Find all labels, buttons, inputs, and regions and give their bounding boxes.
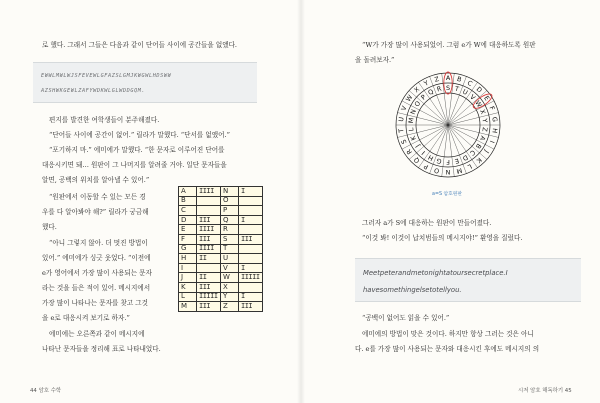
letter-cell: A — [179, 187, 197, 197]
wheel-inner-letter: V — [468, 92, 477, 102]
letter-cell: I — [179, 263, 197, 273]
wheel-outer-letter: R — [404, 147, 414, 156]
table-row — [179, 254, 263, 264]
text-line: “원판에서 이동할 수 있는 모든 경 — [49, 193, 146, 201]
table-row — [179, 244, 263, 254]
tally-cell: I — [239, 215, 263, 225]
wheel-outer-letter: Z — [433, 74, 440, 84]
wheel-inner-letter: Q — [426, 87, 435, 97]
text-line: “단어들 사이에 공간이 없어.” 릴라가 말했다. “단서를 없앴어.” — [49, 131, 230, 139]
wheel-outer-letter: U — [397, 116, 406, 123]
table-row — [179, 225, 263, 235]
text-line: 알면, 공백의 위치를 알아낼 수 있어.” — [42, 176, 150, 184]
text-line: 다. e를 가장 많이 사용되는 문자와 대응시킨 후에도 메시지의 의 — [355, 345, 540, 353]
wheel-outer-letter: M — [455, 166, 463, 176]
letter-cell: O — [221, 196, 239, 206]
text-line: 그러자 a가 S에 대응하는 원판이 만들어졌다. — [362, 219, 492, 227]
left-page-footer: 44 암호 수학 — [30, 388, 62, 394]
table-row — [179, 215, 263, 225]
cipher-line: AZSHWKGEWLZAFYWDKWLGLWDDGQM. — [41, 88, 146, 94]
letter-cell: X — [221, 282, 239, 292]
text-line: 했다. — [42, 223, 57, 231]
text-line: e가 영어에서 가장 많이 사용되는 문자 — [42, 269, 152, 277]
text-line: 대응시키면 돼… 원판이 그 나머지를 알려줄 거야. 일단 문자들을 — [42, 161, 227, 169]
tally-cell: IIII — [197, 244, 221, 254]
wheel-outer-letter: K — [474, 155, 484, 165]
tally-cell — [239, 225, 263, 235]
frequency-table — [178, 186, 263, 312]
text-line: 을 돌려보자.” — [355, 56, 395, 64]
tally-cell: IIIII — [197, 292, 221, 302]
wheel-outer-letter: H — [490, 127, 499, 134]
wheel-outer-letter: A — [445, 74, 451, 82]
tally-cell — [239, 196, 263, 206]
wheel-outer-letter: J — [482, 148, 491, 155]
letter-cell: Z — [221, 302, 239, 312]
wheel-outer-letter: P — [422, 162, 430, 172]
wheel-inner-letter: N — [408, 108, 418, 116]
letter-cell: Y — [221, 292, 239, 302]
wheel-inner-letter: W — [473, 99, 484, 109]
wheel-inner-letter: M — [406, 117, 416, 124]
wheel-inner-letter: H — [426, 153, 435, 163]
letter-cell: L — [179, 292, 197, 302]
tally-cell: III — [197, 215, 221, 225]
wheel-inner-letter: I — [420, 149, 427, 157]
wheel-outer-letter: Y — [422, 78, 430, 88]
text-line: “W가 가장 많이 사용되었어. 그럼 e가 W에 대응하도록 원판 — [362, 41, 536, 49]
wheel-inner-letter: E — [453, 156, 460, 166]
wheel-outer-letter: L — [466, 162, 474, 171]
text-line: “아니 그렇지 않아. 더 멋진 방법이 — [49, 239, 148, 247]
letter-cell: B — [179, 196, 197, 206]
table-row — [179, 196, 263, 206]
letter-cell: N — [221, 187, 239, 197]
tally-cell: I — [239, 292, 263, 302]
table-row — [179, 292, 263, 302]
text-line: “이것 봐! 이것이 납치범들의 메시지야!” 환영을 질렀다. — [362, 234, 523, 242]
wheel-inner-letter: C — [468, 148, 477, 158]
wheel-inner-letter: X — [478, 108, 488, 116]
message-line: havesomethingelsetotellyou. — [363, 286, 462, 294]
letter-cell: T — [221, 244, 239, 254]
tally-cell — [197, 196, 221, 206]
wheel-inner-letter: Y — [480, 118, 489, 123]
tally-cell: III — [197, 234, 221, 244]
tally-cell: IIII — [197, 187, 221, 197]
letter-cell: C — [179, 206, 197, 216]
tally-cell: III — [197, 302, 221, 312]
text-line: “포기하지 마.” 에미에가 말했다. “한 문자로 이루어진 단어를 — [49, 146, 225, 154]
tally-cell: II — [197, 273, 221, 283]
wheel-outer-letter: C — [466, 78, 474, 88]
wheel-inner-letter: D — [461, 153, 470, 163]
cipher-line: EWWLMWLWJSFEVEWLGFAZSLGMJKWGWLHDSWW — [41, 73, 172, 79]
text-line: 로 했다. 그래서 그들은 다음과 같이 단어들 사이에 공간들을 없앴다. — [42, 41, 238, 49]
wheel-inner-letter: B — [473, 141, 483, 151]
wheel-inner-letter: J — [413, 142, 422, 150]
letter-cell: U — [221, 254, 239, 264]
frequency-table-grid — [178, 186, 263, 312]
wheel-outer-letter: O — [433, 166, 441, 176]
wheel-outer-letter: S — [399, 138, 409, 145]
tally-cell: III — [239, 234, 263, 244]
wheel-outer-letter: X — [412, 85, 422, 95]
tally-cell — [197, 263, 221, 273]
text-line: 에미에의 방법이 맞은 것이다. 하지만 항상 그러는 것은 아니 — [362, 330, 534, 338]
text-line: 있어.” 에미에가 싱긋 웃었다. “이전에 — [42, 254, 151, 262]
letter-cell: Q — [221, 215, 239, 225]
letter-cell: G — [179, 244, 197, 254]
letter-cell: E — [179, 225, 197, 235]
wheel-inner-letter: G — [435, 156, 443, 166]
tally-cell: I — [239, 263, 263, 273]
tally-cell — [239, 254, 263, 264]
message-note — [355, 258, 581, 302]
wheel-inner-letter: O — [412, 99, 423, 109]
wheel-outer-letter: F — [487, 105, 497, 112]
wheel-outer-letter: E — [482, 94, 492, 103]
wheel-inner-letter: A — [478, 134, 488, 142]
tally-cell: II — [197, 254, 221, 264]
tally-cell: I — [239, 187, 263, 197]
table-row — [179, 206, 263, 216]
text-line: 편지를 발견한 여학생들이 분주해졌다. — [49, 116, 160, 124]
cipher-note — [33, 62, 257, 103]
wheel-outer-letter: G — [490, 116, 499, 123]
text-line: 을 e로 대응시켜 보기로 하자.” — [42, 314, 130, 322]
table-row — [179, 273, 263, 283]
wheel-inner-letter: T — [454, 84, 460, 94]
tally-cell: IIII — [197, 225, 221, 235]
wheel-outer-letter: V — [399, 104, 409, 112]
right-page — [300, 0, 600, 403]
text-line: 라는 것을 들은 적이 있어. 메시지에서 — [42, 284, 151, 292]
wheel-outer-letter: T — [397, 128, 406, 134]
cipher-wheel — [394, 71, 502, 179]
letter-cell: K — [179, 282, 197, 292]
table-row — [179, 187, 263, 197]
wheel-inner-letter: K — [408, 134, 418, 142]
letter-cell: D — [179, 215, 197, 225]
text-line: 우를 다 알아봐야 해?” 릴라가 궁금해 — [42, 208, 149, 216]
wheel-outer-letter: N — [445, 168, 451, 176]
tally-cell: III — [197, 282, 221, 292]
wheel-caption: a=S 암호원판 — [432, 192, 463, 197]
table-row — [179, 282, 263, 292]
wheel-inner-letter: L — [407, 127, 416, 132]
wheel-outer-letter: Q — [412, 155, 422, 165]
right-page-footer: 시저 암호 해독하기 45 — [518, 388, 572, 394]
tally-cell: IIIII — [239, 273, 263, 283]
letter-cell: H — [179, 254, 197, 264]
table-row — [179, 302, 263, 312]
tally-cell — [239, 206, 263, 216]
tally-cell: III — [239, 302, 263, 312]
wheel-outer-letter: I — [487, 139, 497, 144]
letter-cell: P — [221, 206, 239, 216]
wheel-inner-letter: U — [461, 87, 470, 97]
wheel-inner-letter: F — [446, 158, 450, 166]
text-line: “공백이 없어도 읽을 수 있어.” — [362, 314, 450, 322]
letter-cell: R — [221, 225, 239, 235]
text-line: 가장 많이 나타나는 문자를 찾고 그것 — [42, 299, 149, 307]
wheel-outer-letter: W — [404, 93, 415, 104]
tally-cell — [239, 244, 263, 254]
letter-cell: F — [179, 234, 197, 244]
wheel-inner-letter: Z — [480, 126, 489, 133]
table-row — [179, 234, 263, 244]
table-row — [179, 263, 263, 273]
wheel-inner-letter: S — [445, 84, 451, 92]
tally-cell — [239, 282, 263, 292]
wheel-outer-letter: D — [474, 85, 484, 95]
wheel-inner-letter: R — [436, 84, 443, 94]
message-line: Meetpeterandmetonightatoursecretplace.I — [363, 269, 508, 277]
letter-cell: J — [179, 273, 197, 283]
wheel-outer-letter: B — [456, 74, 463, 84]
tally-cell — [197, 206, 221, 216]
letter-cell: W — [221, 273, 239, 283]
letter-cell: M — [179, 302, 197, 312]
wheel-inner-letter: P — [419, 93, 428, 102]
letter-cell: S — [221, 234, 239, 244]
letter-cell: V — [221, 263, 239, 273]
text-line: 에미에는 오른쪽과 같이 메시지에 — [49, 330, 145, 338]
text-line: 나타난 문자들을 정리해 표로 나타내었다. — [42, 345, 161, 353]
